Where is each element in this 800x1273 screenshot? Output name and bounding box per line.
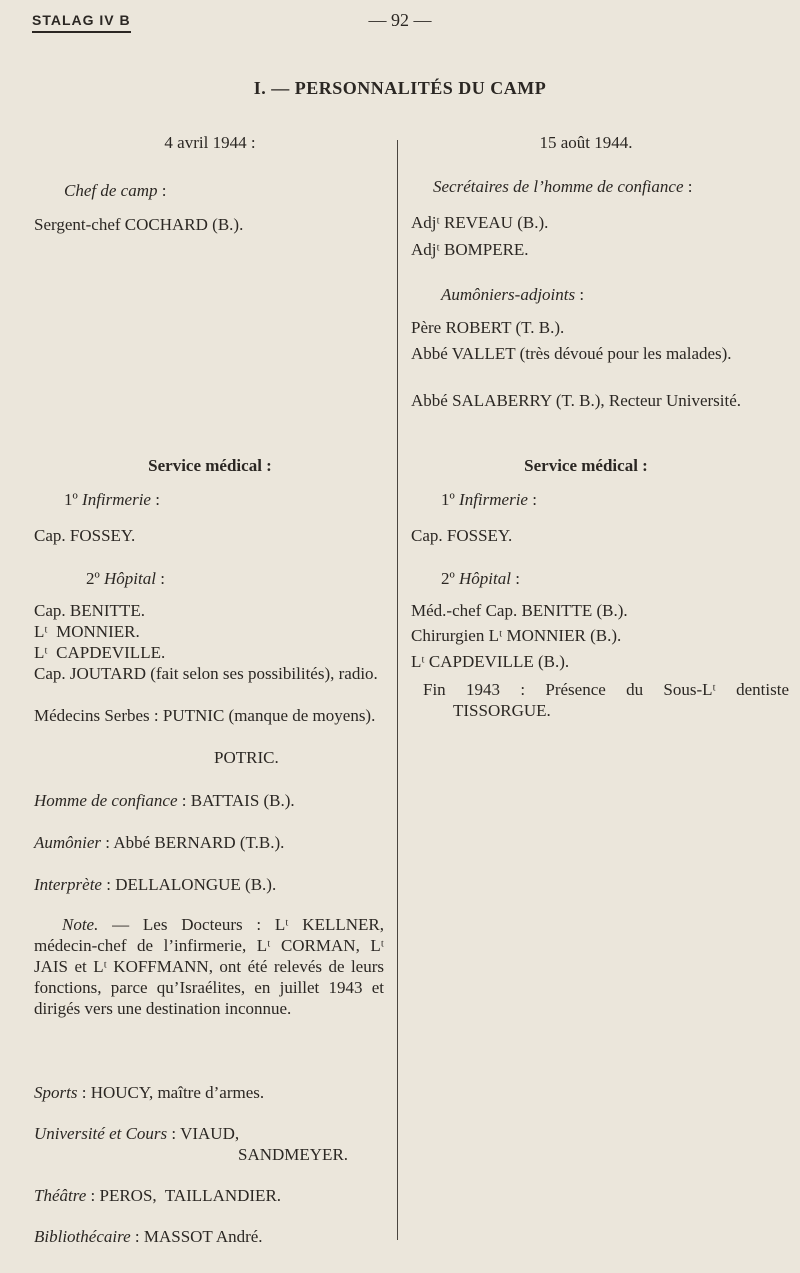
- list-item: Méd.-chef Cap. BENITTE (B.).: [411, 601, 628, 620]
- theatre-label: Théâtre: [34, 1186, 87, 1205]
- interprete-value: : DELLALONGUE (B.).: [101, 875, 277, 894]
- left-infirmerie-num: 1º: [64, 490, 83, 509]
- univ-value-2: SANDMEYER.: [238, 1145, 349, 1164]
- list-item: Lᵗ CAPDEVILLE (B.).: [411, 652, 570, 671]
- right-infirmerie-line: [441, 489, 537, 510]
- column-divider: [397, 140, 398, 1240]
- chef-sep: :: [157, 181, 167, 200]
- univ-label: Université et Cours: [34, 1124, 168, 1143]
- list-item: Adjᵗ REVEAU (B.).: [411, 213, 549, 232]
- right-infirmerie-sep: :: [527, 490, 537, 509]
- left-infirmerie-value: Cap. FOSSEY.: [34, 526, 136, 545]
- interprete-label: Interprète: [34, 875, 102, 894]
- aumonier-value: : Abbé BERNARD (T.B.).: [101, 833, 285, 852]
- universite-line: [34, 1123, 239, 1144]
- list-item: Cap. BENITTE.: [34, 601, 145, 620]
- homme-label: Homme de confiance: [34, 791, 178, 810]
- secretaires-line: [433, 176, 693, 197]
- aumoniers-sep: :: [575, 285, 585, 304]
- note-text: — Les Docteurs : Lᵗ KELLNER, médecin-chef de l’infirmerie, Lᵗ CORMAN, Lᵗ JAIS et Lᵗ KOFFMANN, ont été relevés de leurs fonctions, parce qu’Israélites, en juillet 1943 et dirigés vers une destination inconnue.: [34, 915, 384, 1018]
- page-number: — 92 —: [368, 10, 432, 30]
- left-infirmerie-sep: :: [150, 490, 160, 509]
- sports-label: Sports: [34, 1083, 78, 1102]
- left-column: [34, 0, 386, 1273]
- left-infirmerie-label: Infirmerie: [82, 490, 151, 509]
- univ-value: : VIAUD,: [167, 1124, 240, 1143]
- right-hopital-sep: :: [510, 569, 520, 588]
- list-item: Cap. JOUTARD (fait selon ses possibilités), radio.: [34, 664, 378, 683]
- list-item: Abbé VALLET (très dévoué pour les malades).: [411, 344, 732, 363]
- homme-value: : BATTAIS (B.).: [177, 791, 295, 810]
- left-hopital-sep: :: [155, 569, 165, 588]
- running-head: STALAG IV B: [32, 12, 131, 33]
- chef-value: Sergent-chef COCHARD (B.).: [34, 215, 244, 234]
- right-hopital-label: Hôpital: [459, 569, 511, 588]
- right-infirmerie-value: Cap. FOSSEY.: [411, 526, 513, 545]
- list-item: Lᵗ MONNIER.: [34, 622, 140, 641]
- aumoniers-line: [441, 284, 584, 305]
- sports-line: [34, 1082, 264, 1103]
- list-item: Lᵗ CAPDEVILLE.: [34, 643, 166, 662]
- left-infirmerie-line: [64, 489, 160, 510]
- sports-value: : HOUCY, maître d’armes.: [77, 1083, 265, 1102]
- note-label: Note.: [62, 915, 99, 934]
- right-medical-heading: Service médical :: [524, 456, 648, 475]
- secretaires-sep: :: [683, 177, 693, 196]
- bibliothecaire-line: [34, 1226, 263, 1247]
- aumoniers-label: Aumôniers-adjoints: [441, 285, 576, 304]
- right-hopital-num: 2º: [441, 569, 460, 588]
- right-column: [411, 0, 789, 1273]
- left-medical-heading: Service médical :: [148, 456, 272, 475]
- aumonier-label: Aumônier: [34, 833, 102, 852]
- section-title: I. — PERSONNALITÉS DU CAMP: [253, 78, 547, 98]
- list-item: Fin 1943 : Présence du Sous-Lᵗ dentiste TISSORGUE.: [423, 680, 789, 720]
- chef-label: Chef de camp: [64, 181, 158, 200]
- aumonier-line: [34, 832, 284, 853]
- list-item: POTRIC.: [214, 748, 279, 767]
- biblio-value: : MASSOT André.: [130, 1227, 263, 1246]
- homme-de-confiance-line: [34, 790, 295, 811]
- biblio-label: Bibliothécaire: [34, 1227, 131, 1246]
- theatre-value: : PEROS, TAILLANDIER.: [86, 1186, 282, 1205]
- right-date: 15 août 1944.: [539, 133, 633, 152]
- list-item: Adjᵗ BOMPERE.: [411, 240, 529, 259]
- list-item: Chirurgien Lᵗ MONNIER (B.).: [411, 626, 622, 645]
- interprete-line: [34, 874, 276, 895]
- right-infirmerie-label: Infirmerie: [459, 490, 528, 509]
- left-hopital-num: 2º: [86, 569, 105, 588]
- secretaires-label: Secrétaires de l’homme de confiance: [433, 177, 684, 196]
- left-hopital-label: Hôpital: [104, 569, 156, 588]
- right-hopital-line: [441, 568, 520, 589]
- chef-de-camp-line: [64, 180, 166, 201]
- theatre-line: [34, 1185, 281, 1206]
- note-paragraph: [34, 914, 384, 1019]
- list-item: Père ROBERT (T. B.).: [411, 318, 565, 337]
- right-infirmerie-num: 1º: [441, 490, 460, 509]
- left-hopital-line: [86, 568, 165, 589]
- list-item: Abbé SALABERRY (T. B.), Recteur Université.: [411, 391, 742, 410]
- left-date: 4 avril 1944 :: [164, 133, 256, 152]
- list-item: Médecins Serbes : PUTNIC (manque de moyens).: [34, 706, 376, 725]
